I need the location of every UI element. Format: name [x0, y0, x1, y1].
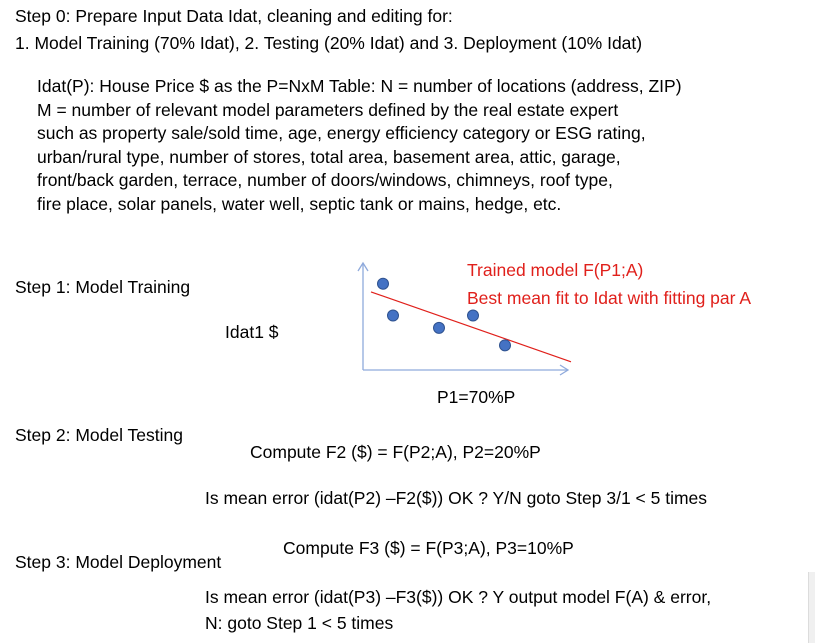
step2-check: Is mean error (idat(P2) –F2($)) OK ? Y/N goto Step 3/1 < 5 times — [205, 488, 708, 508]
step1-title: Step 1: Model Training — [15, 277, 191, 297]
data-point-3 — [434, 322, 445, 333]
intro-line: Idat(P): House Price $ as the P=NxM Table: N = number of locations (address, ZIP) — [37, 76, 682, 96]
model-annotation-line1: Trained model F(P1;A) — [467, 260, 644, 280]
step2-title: Step 2: Model Testing — [15, 425, 183, 445]
step0-subtitle: 1. Model Training (70% Idat), 2. Testing (20% Idat) and 3. Deployment (10% Idat) — [15, 33, 643, 53]
intro-line: M = number of relevant model parameters defined by the real estate expert — [37, 99, 619, 120]
window-edge — [808, 572, 815, 643]
step3-check-line1: Is mean error (idat(P3) –F3($)) OK ? Y output model F(A) & error, — [205, 587, 712, 607]
data-point-2 — [388, 310, 399, 321]
step2-compute: Compute F2 ($) = F(P2;A), P2=20%P — [250, 442, 541, 462]
data-point-4 — [468, 310, 479, 321]
fit-line — [371, 292, 571, 362]
x-axis-label: P1=70%P — [437, 387, 516, 407]
data-point-1 — [378, 278, 389, 289]
intro-line: front/back garden, terrace, number of doors/windows, chimneys, roof type, — [37, 170, 613, 191]
step3-check-line2: N: goto Step 1 < 5 times — [205, 613, 394, 633]
data-points — [378, 278, 511, 351]
intro-line: urban/rural type, number of stores, total area, basement area, attic, garage, — [37, 146, 621, 167]
step0-title: Step 0: Prepare Input Data Idat, cleaning and editing for: — [15, 6, 453, 26]
model-annotation-line2: Best mean fit to Idat with fitting par A — [467, 288, 752, 308]
intro-line: such as property sale/sold time, age, energy efficiency category or ESG rating, — [37, 123, 646, 144]
step3-compute: Compute F3 ($) = F(P3;A), P3=10%P — [283, 538, 574, 558]
y-axis-label: Idat1 $ — [225, 322, 279, 342]
data-point-5 — [500, 340, 511, 351]
step3-title: Step 3: Model Deployment — [15, 552, 222, 572]
intro-line: fire place, solar panels, water well, septic tank or mains, hedge, etc. — [37, 193, 562, 214]
